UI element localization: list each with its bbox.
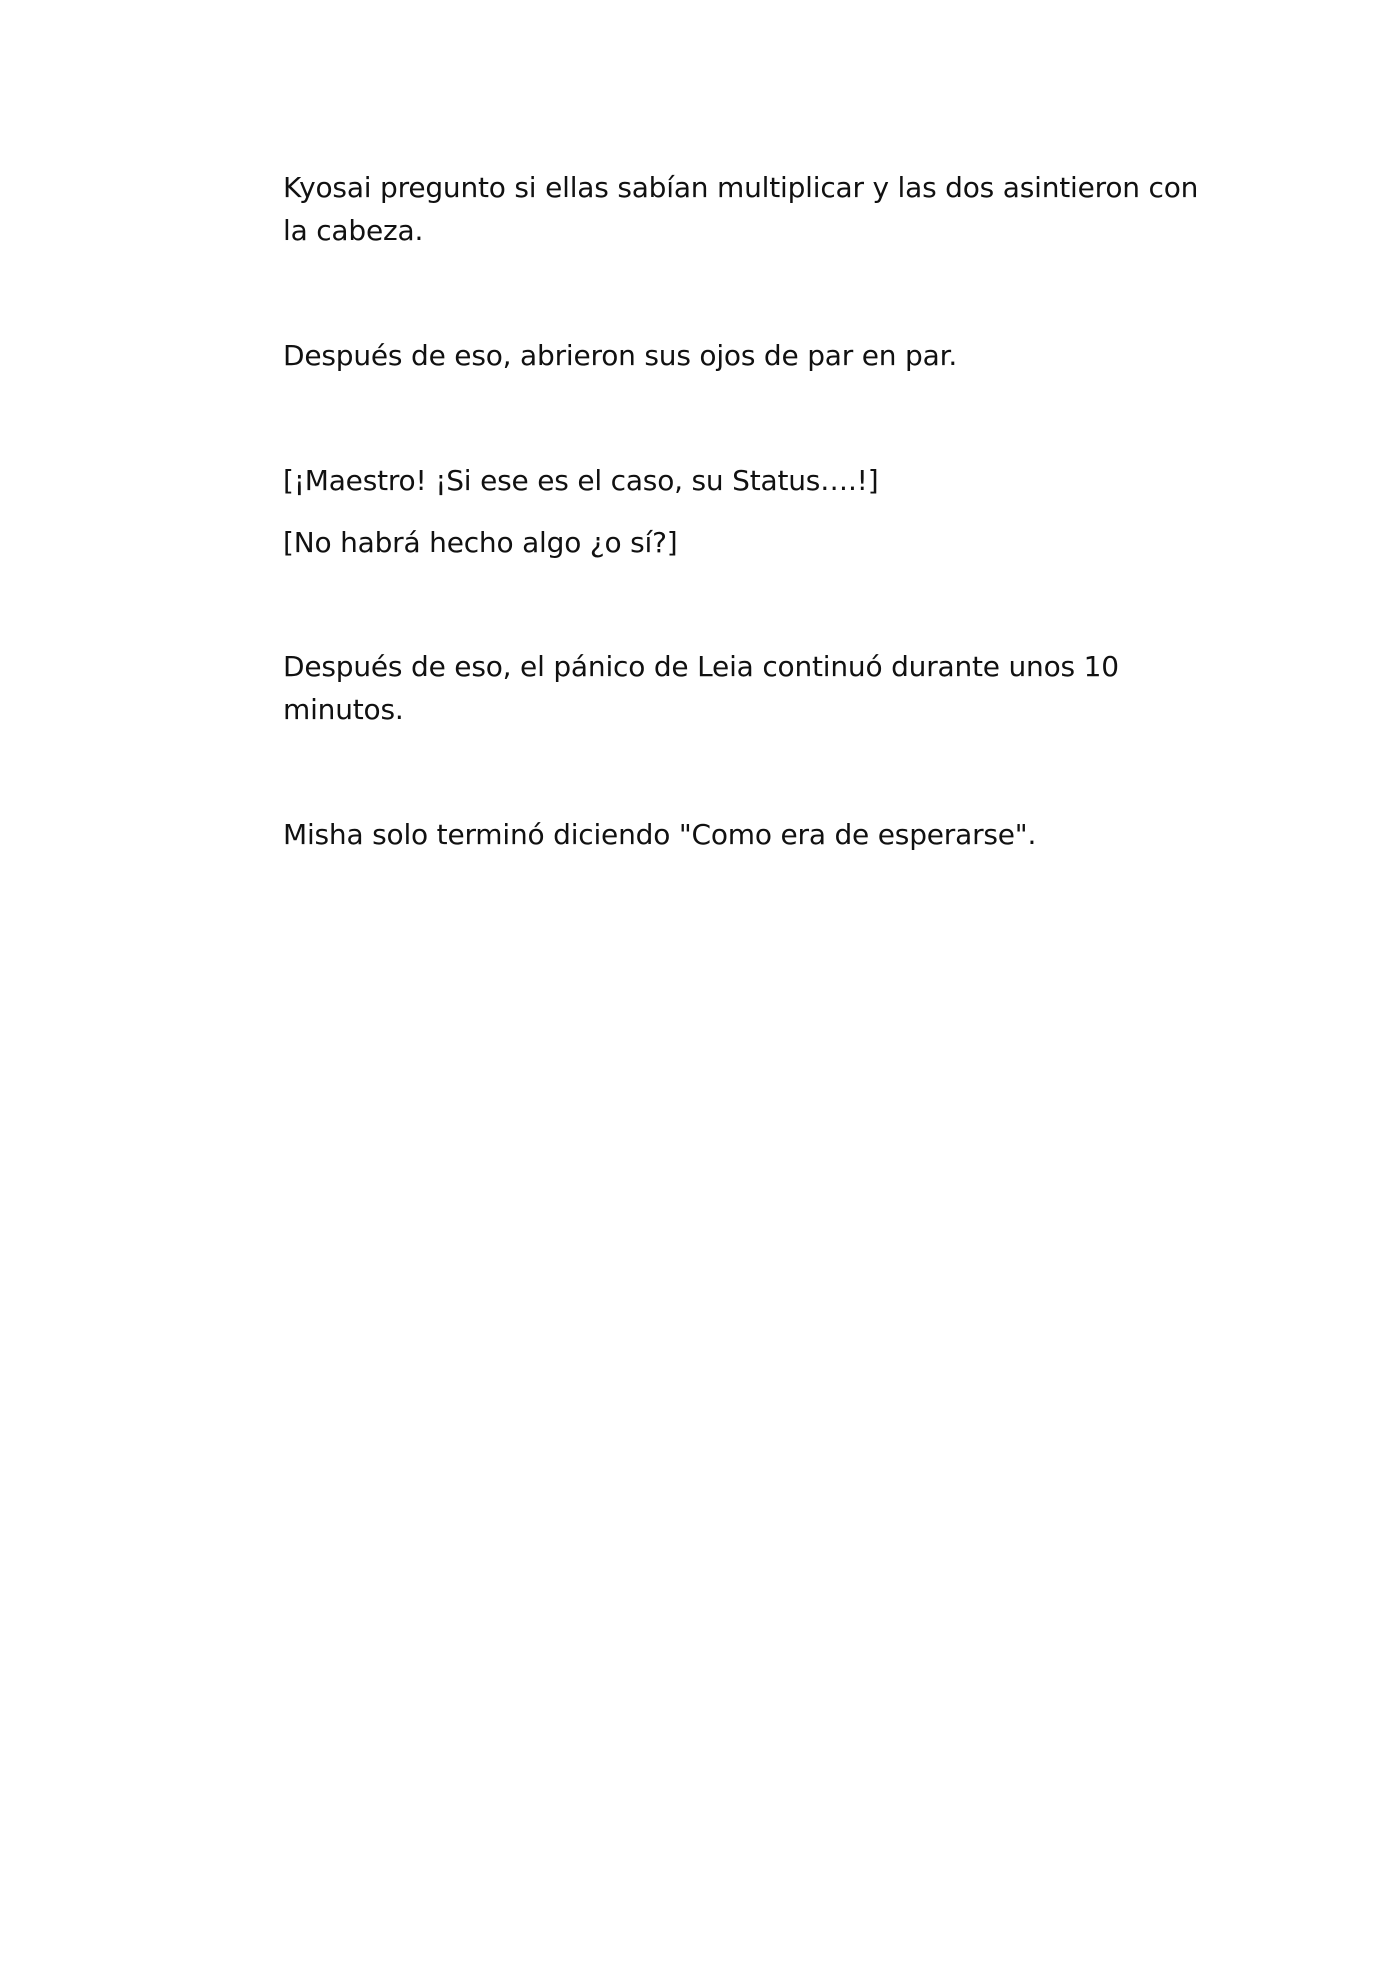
dialogue-line-maestro: [¡Maestro! ¡Si ese es el caso, su Status….!] — [283, 464, 879, 497]
paragraph-eyes-widened: Después de eso, abrieron sus ojos de par en par. — [283, 339, 958, 372]
paragraph-misha-comment: Misha solo terminó diciendo "Como era de esperarse". — [283, 818, 1037, 851]
paragraph-leia-panic: Después de eso, el pánico de Leia continuó durante unos 10 minutos. — [283, 650, 1119, 726]
dialogue-line-no-habra: [No habrá hecho algo ¿o sí?] — [283, 526, 678, 559]
paragraph-kyosai-question: Kyosai pregunto si ellas sabían multiplicar y las dos asintieron con la cabeza. — [283, 171, 1199, 247]
